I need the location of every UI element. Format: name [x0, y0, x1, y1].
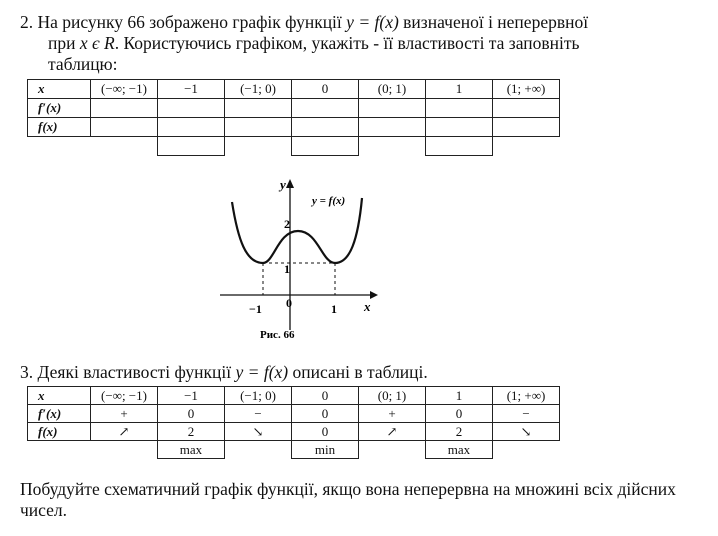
table-2-header-cell: (−1; 0) [225, 387, 292, 405]
table-2-extremum-max: max [158, 441, 225, 459]
table-1-empty-cell [158, 99, 225, 118]
table-2-function-label: f(x) [28, 423, 91, 441]
table-2-derivative-cell: − [493, 405, 560, 423]
table-2-extremum-max: max [426, 441, 493, 459]
table-1-extremum-cell [292, 137, 359, 156]
task-2-text [20, 12, 710, 75]
table-1-empty-cell [292, 99, 359, 118]
task-4-text: Побудуйте схематичний графік функції, якщо вона неперервна на множині всіх дійсних чисел. [20, 479, 676, 520]
x-axis-arrow-icon [370, 291, 378, 299]
table-2-header-cell: (1; +∞) [493, 387, 560, 405]
table-2-function-row [28, 423, 560, 441]
table-1-header-cell: (1; +∞) [493, 80, 560, 99]
function-curve [232, 198, 362, 263]
table-1-function-row [28, 118, 560, 137]
table-1-empty-cell [91, 99, 158, 118]
task-2-line2-prefix: при [48, 33, 80, 53]
table-1-empty-cell [91, 118, 158, 137]
table-2-derivative-cell: − [225, 405, 292, 423]
table-2-function-cell: 0 [292, 423, 359, 441]
task-2-set: x є R [79, 33, 115, 53]
task-3-suffix: описані в таблиці. [288, 362, 428, 382]
table-1-empty-cell [292, 118, 359, 137]
table-2-derivative-cell: + [91, 405, 158, 423]
table-1-header-cell: 1 [426, 80, 493, 99]
curve-label: y = f(x) [312, 195, 346, 207]
table-2-header-x: x [28, 387, 91, 405]
tick-label-0: 0 [286, 296, 292, 310]
task-2-function: y = f(x) [346, 12, 399, 32]
table-2-derivative-label: f′(x) [28, 405, 91, 423]
table-2-extremum-min: min [292, 441, 359, 459]
table-1-empty-cell [225, 99, 292, 118]
table-1-header-cell: (0; 1) [359, 80, 426, 99]
table-2-function-cell: ↘ [493, 423, 560, 441]
table-2-header-cell: 0 [292, 387, 359, 405]
y-axis-label: y [280, 177, 286, 192]
table-1-function-label: f(x) [28, 118, 91, 137]
tick-label-1: 1 [284, 262, 290, 276]
table-1-empty-cell [359, 99, 426, 118]
table-2-derivative-cell: 0 [158, 405, 225, 423]
table-1 [27, 79, 560, 156]
table-2-header-row [28, 387, 560, 405]
table-1-derivative-label: f′(x) [28, 99, 91, 118]
table-2-header-cell: 1 [426, 387, 493, 405]
task-2-line2 [20, 33, 710, 54]
table-1-empty-cell [493, 99, 560, 118]
tick-label-minus1: −1 [249, 302, 262, 316]
table-2-function-cell: ↗ [359, 423, 426, 441]
table-1-header-cell: −1 [158, 80, 225, 99]
tick-label-2: 2 [284, 217, 290, 231]
table-2-function-cell: ↗ [91, 423, 158, 441]
table-2-header-cell: (−∞; −1) [91, 387, 158, 405]
table-1-header-cell: 0 [292, 80, 359, 99]
x-axis-label: x [364, 299, 371, 314]
table-1-empty-cell [359, 118, 426, 137]
table-1-extremum-cell [426, 137, 493, 156]
task-3-function: y = f(x) [235, 362, 289, 382]
task-3-text [20, 362, 428, 383]
function-graph [210, 170, 390, 342]
table-1-empty-cell [426, 118, 493, 137]
table-1-empty-cell [225, 118, 292, 137]
table-1-header-cell: (−∞; −1) [91, 80, 158, 99]
table-1-header-x: x [28, 80, 91, 99]
y-axis-arrow-icon [286, 179, 294, 188]
table-1-empty-cell [493, 118, 560, 137]
task-2-line1-prefix: 2. На рисунку 66 зображено графік функції [20, 12, 347, 32]
table-1-extremum-cell [158, 137, 225, 156]
table-2-derivative-cell: 0 [426, 405, 493, 423]
table-2-derivative-cell: + [359, 405, 426, 423]
task-2-line2-suffix: . Користуючись графіком, укажіть - її властивості та заповніть [114, 33, 580, 53]
table-2-function-cell: 2 [426, 423, 493, 441]
table-2-header-cell: −1 [158, 387, 225, 405]
table-1-empty-cell [426, 99, 493, 118]
tick-label-x1: 1 [331, 302, 337, 316]
table-2-function-cell: ↘ [225, 423, 292, 441]
figure-caption: Рис. 66 [260, 329, 295, 341]
table-2-derivative-cell: 0 [292, 405, 359, 423]
table-2-header-cell: (0; 1) [359, 387, 426, 405]
table-1-extrema-row [28, 137, 560, 156]
table-1-derivative-row [28, 99, 560, 118]
table-1-header-cell: (−1; 0) [225, 80, 292, 99]
table-2 [27, 386, 560, 459]
table-2-function-cell: 2 [158, 423, 225, 441]
task-2-line3: таблицю: [48, 54, 118, 74]
table-2-derivative-row [28, 405, 560, 423]
task-3-prefix: 3. Деякі властивості функції [20, 362, 236, 382]
table-1-empty-cell [158, 118, 225, 137]
table-1-header-row [28, 80, 560, 99]
task-2-line1-suffix: визначеної і неперервної [398, 12, 589, 32]
table-2-extrema-row [28, 441, 560, 459]
